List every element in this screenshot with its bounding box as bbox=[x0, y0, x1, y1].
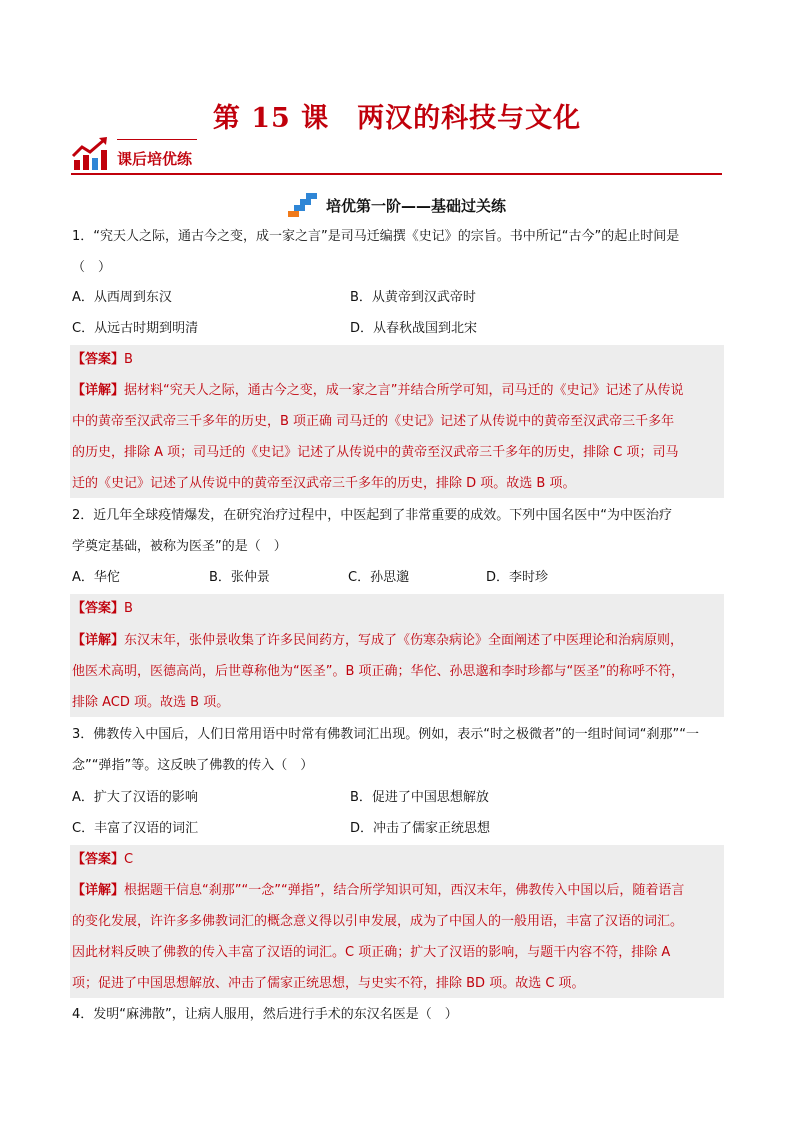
question-1-detail-line-2: 中的黄帝至汉武帝三千多年的历史，B 项正确 司马迁的《史记》记述了从传说中的黄帝至汉武帝三千多年 bbox=[72, 414, 675, 429]
question-2-stem-line-1: 2．近几年全球疫情爆发，在研究治疗过程中，中医起到了非常重要的成效。下列中国名医中“为中医治疗 bbox=[72, 508, 673, 523]
question-1-stem-line-1: 1．“究天人之际，通古今之变，成一家之言”是司马迁编撰《史记》的宗旨。书中所记“古今”的起止时间是 bbox=[72, 229, 680, 244]
question-3-detail-line-3: 因此材料反映了佛教的传入丰富了汉语的词汇。C 项正确；扩大了汉语的影响，与题干内容不符，排除 A bbox=[72, 945, 671, 960]
question-1-option-a: A．从西周到东汉 bbox=[72, 290, 172, 305]
stairs-icon bbox=[288, 192, 318, 218]
question-1-detail-line-1: 【详解】据材料“究天人之际，通古今之变，成一家之言”并结合所学可知，司马迁的《史记》记述了从传说 bbox=[72, 383, 684, 398]
question-2-answer: 【答案】B bbox=[72, 601, 133, 616]
question-4-stem-line-1: 4．发明“麻沸散”，让病人服用，然后进行手术的东汉名医是（ ） bbox=[72, 1007, 458, 1022]
question-2-detail-line-3: 排除 ACD 项。故选 B 项。 bbox=[72, 695, 230, 710]
question-1-option-b: B．从黄帝到汉武帝时 bbox=[350, 290, 476, 305]
question-3-answer: 【答案】C bbox=[72, 852, 134, 867]
question-3-option-a: A．扩大了汉语的影响 bbox=[72, 790, 198, 805]
question-2-detail-line-2: 他医术高明，医德高尚，后世尊称他为“医圣”。B 项正确；华佗、孙思邈和李时珍都与“医圣”的称呼不符， bbox=[72, 664, 684, 679]
question-2-detail-line-1: 【详解】东汉末年，张仲景收集了许多民间药方，写成了《伤寒杂病论》全面阐述了中医理论和治病原则， bbox=[72, 633, 684, 648]
question-2-option-b: B．张仲景 bbox=[209, 570, 270, 585]
question-3-stem-line-1: 3．佛教传入中国后，人们日常用语中时常有佛教词汇出现。例如，表示“时之极微者”的一组时间词“刹那”“一 bbox=[72, 727, 699, 742]
question-1-detail-line-3: 的历史，排除 A 项；司马迁的《史记》记述了从传说中的黄帝至汉武帝三千多年的历史，排除 C 项；司马 bbox=[72, 445, 679, 460]
rising-chart-icon bbox=[71, 136, 109, 172]
question-3-option-b: B．促进了中国思想解放 bbox=[350, 790, 489, 805]
question-3-detail-line-4: 项；促进了中国思想解放、冲击了儒家正统思想，与史实不符，排除 BD 项。故选 C 项。 bbox=[72, 976, 585, 991]
question-3-detail-line-1: 【详解】根据题干信息“刹那”“一念”“弹指”，结合所学知识可知，西汉末年，佛教传入中国以后，随着语言 bbox=[72, 883, 685, 898]
section-top-line bbox=[117, 139, 197, 140]
question-2-option-c: C．孙思邈 bbox=[348, 570, 410, 585]
question-1-stem-line-2: （ ） bbox=[72, 260, 112, 275]
question-1-detail-line-4: 迁的《史记》记述了从传说中的黄帝至汉武帝三千多年的历史，排除 D 项。故选 B 项。 bbox=[72, 476, 576, 491]
question-3-option-d: D．冲击了儒家正统思想 bbox=[350, 821, 491, 836]
question-3-option-c: C．丰富了汉语的词汇 bbox=[72, 821, 199, 836]
question-1-option-d: D．从春秋战国到北宋 bbox=[350, 321, 478, 336]
question-1-answer: 【答案】B bbox=[72, 352, 133, 367]
question-2-option-d: D．李时珍 bbox=[486, 570, 549, 585]
section-divider bbox=[71, 173, 722, 175]
question-2-option-a: A．华佗 bbox=[72, 570, 120, 585]
question-3-stem-line-2: 念”“弹指”等。这反映了佛教的传入（ ） bbox=[72, 758, 314, 773]
question-2-stem-line-2: 学奠定基础，被称为医圣”的是（ ） bbox=[72, 539, 287, 554]
question-3-detail-line-2: 的变化发展，许许多多佛教词汇的概念意义得以引申发展，成为了中国人的一般用语，丰富了汉语的词汇。 bbox=[72, 914, 684, 929]
page-title: 第 15 课 两汉的科技与文化 bbox=[212, 103, 582, 134]
section-label: 课后培优练 bbox=[117, 150, 193, 168]
question-1-option-c: C．从远古时期到明清 bbox=[72, 321, 199, 336]
tier-heading-text: 培优第一阶——基础过关练 bbox=[325, 196, 506, 215]
tier-heading bbox=[0, 192, 794, 222]
